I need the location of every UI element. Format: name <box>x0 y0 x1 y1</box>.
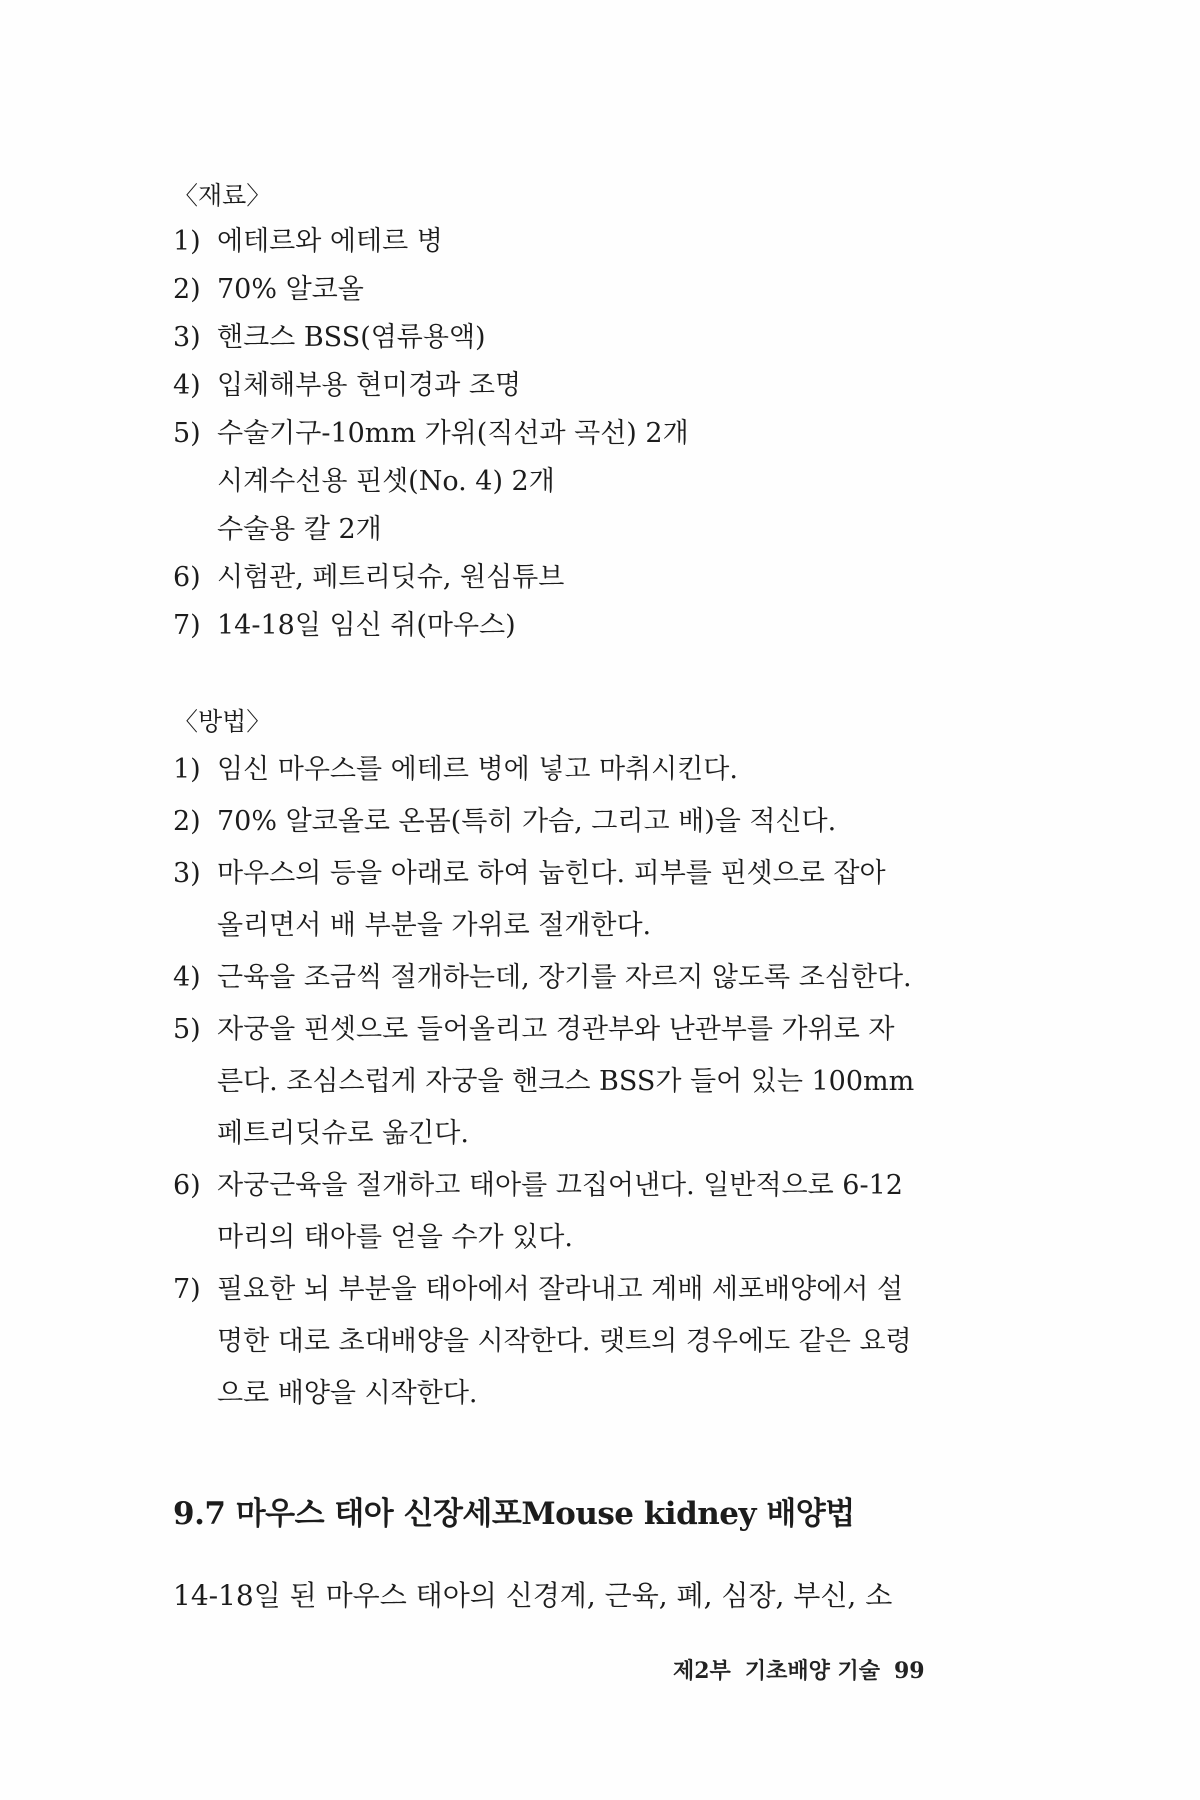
method-step <box>173 744 1033 796</box>
step-text-continued: 른다. 조심스럽게 자궁을 핸크스 BSS가 들어 있는 100mm <box>217 1066 915 1097</box>
step-text: 자궁근육을 절개하고 태아를 끄집어낸다. 일반적으로 6-12 <box>217 1170 903 1201</box>
materials-item <box>173 410 1033 458</box>
method-step <box>173 1160 1033 1264</box>
step-number: 4) <box>173 962 201 993</box>
item-number: 7) <box>173 610 201 641</box>
materials-item <box>173 554 1033 602</box>
materials-list <box>173 218 1033 650</box>
item-text: 핸크스 BSS(염류용액) <box>217 322 486 353</box>
step-text-continued: 명한 대로 초대배양을 시작한다. 랫트의 경우에도 같은 요령 <box>217 1326 912 1357</box>
step-text: 70% 알코올로 온몸(특히 가슴, 그리고 배)을 적신다. <box>217 806 837 837</box>
materials-item <box>173 506 1033 554</box>
step-text: 근육을 조금씩 절개하는데, 장기를 자르지 않도록 조심한다. <box>217 962 912 993</box>
method-step <box>173 848 1033 952</box>
step-text-continued: 마리의 태아를 얻을 수가 있다. <box>217 1222 573 1253</box>
item-number: 1) <box>173 226 201 257</box>
step-text: 자궁을 핀셋으로 들어올리고 경관부와 난관부를 가위로 자 <box>217 1014 895 1045</box>
method-step <box>173 1004 1033 1160</box>
item-text: 70% 알코올 <box>217 274 364 305</box>
item-text: 에테르와 에테르 병 <box>217 226 443 257</box>
materials-item <box>173 362 1033 410</box>
page-number: 99 <box>893 1658 925 1684</box>
method-heading: 〈방법〉 <box>173 707 272 736</box>
step-number: 1) <box>173 754 201 785</box>
method-step <box>173 1264 1033 1420</box>
page-footer <box>673 1654 939 1685</box>
spacer <box>173 650 1033 700</box>
materials-item <box>173 266 1033 314</box>
item-text: 시험관, 페트리딧슈, 원심튜브 <box>217 562 565 593</box>
method-step <box>173 796 1033 848</box>
step-text: 필요한 뇌 부분을 태아에서 잘라내고 계배 세포배양에서 설 <box>217 1274 904 1305</box>
item-text: 수술용 칼 2개 <box>217 514 382 545</box>
footer-part: 제2부 <box>673 1658 731 1684</box>
step-text-continued: 페트리딧슈로 옮긴다. <box>217 1118 469 1149</box>
step-text: 임신 마우스를 에테르 병에 넣고 마취시킨다. <box>217 754 738 785</box>
spacer <box>173 1420 1033 1484</box>
step-text: 마우스의 등을 아래로 하여 눕힌다. 피부를 핀셋으로 잡아 <box>217 858 886 889</box>
step-text-continued: 올리면서 배 부분을 가위로 절개한다. <box>217 910 652 941</box>
method-step <box>173 952 1033 1004</box>
item-number: 5) <box>173 418 201 449</box>
page-content <box>173 174 1033 1622</box>
spacer <box>173 1544 1033 1570</box>
materials-heading: 〈재료〉 <box>173 181 272 210</box>
materials-item <box>173 458 1033 506</box>
item-number: 6) <box>173 562 201 593</box>
step-number: 7) <box>173 1274 201 1305</box>
materials-item <box>173 314 1033 362</box>
item-text: 입체해부용 현미경과 조명 <box>217 370 522 401</box>
item-text: 수술기구-10mm 가위(직선과 곡선) 2개 <box>217 418 689 449</box>
materials-item <box>173 602 1033 650</box>
item-text: 시계수선용 핀셋(No. 4) 2개 <box>217 466 555 497</box>
item-number: 3) <box>173 322 201 353</box>
materials-item <box>173 218 1033 266</box>
step-number: 3) <box>173 858 201 889</box>
section-body-first-line: 14-18일 된 마우스 태아의 신경계, 근육, 폐, 심장, 부신, 소 <box>173 1579 893 1612</box>
step-text-continued: 으로 배양을 시작한다. <box>217 1378 478 1409</box>
section-title: 9.7 마우스 태아 신장세포Mouse kidney 배양법 <box>173 1496 855 1532</box>
item-number: 2) <box>173 274 201 305</box>
step-number: 6) <box>173 1170 201 1201</box>
step-number: 5) <box>173 1014 201 1045</box>
footer-chapter: 기초배양 기술 <box>744 1658 880 1684</box>
step-number: 2) <box>173 806 201 837</box>
method-list <box>173 744 1033 1420</box>
item-text: 14-18일 임신 쥐(마우스) <box>217 610 516 641</box>
item-number: 4) <box>173 370 201 401</box>
